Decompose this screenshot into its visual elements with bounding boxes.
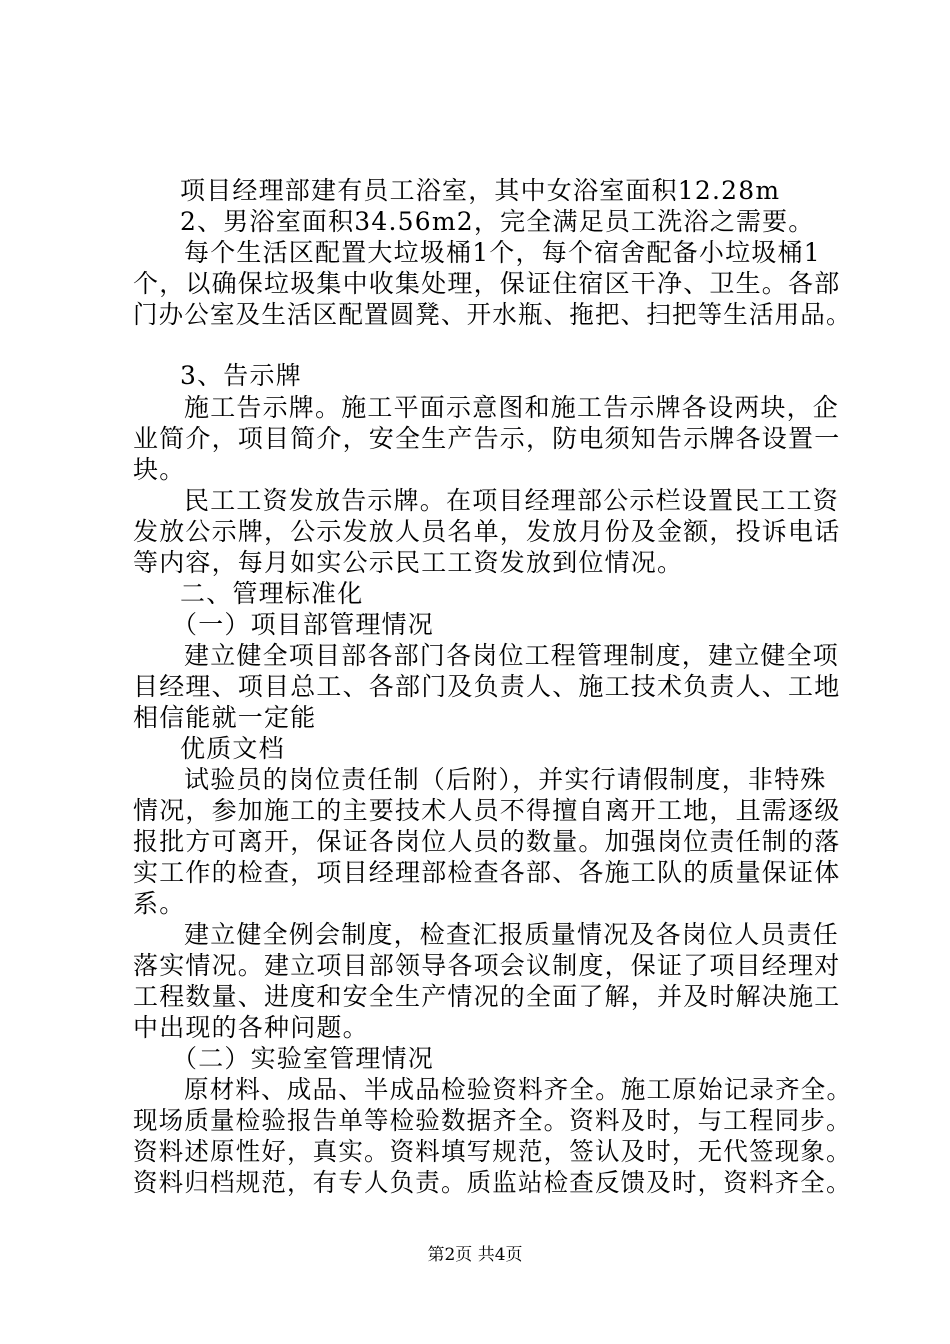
- paragraph-line: 中出现的各种问题。: [133, 1013, 369, 1042]
- paragraph-line: 目经理、项目总工、各部门及负责人、施工技术负责人、工地: [133, 672, 841, 701]
- paragraph-line: 现场质量检验报告单等检验数据齐全。资料及时，与工程同步。: [133, 1106, 852, 1135]
- section-heading: （一）项目部管理情况: [172, 610, 435, 639]
- paragraph-line: 实工作的检查，项目经理部检查各部、各施工队的质量保证体: [133, 858, 841, 887]
- paragraph-line: 施工告示牌。施工平面示意图和施工告示牌各设两块，企: [184, 393, 840, 422]
- paragraph-line: 每个生活区配置大垃圾桶1个，每个宿舍配备小垃圾桶1: [184, 238, 821, 267]
- section-heading: （二）实验室管理情况: [172, 1044, 435, 1073]
- paragraph-line: 个，以确保垃圾集中收集处理，保证住宿区干净、卫生。各部: [133, 269, 841, 298]
- section-heading: 二、管理标准化: [180, 579, 364, 608]
- page-footer: 第2页 共4页: [427, 1245, 523, 1265]
- paragraph-line: 项目经理部建有员工浴室，其中女浴室面积12.28m: [180, 176, 781, 205]
- paragraph-line: 情况，参加施工的主要技术人员不得擅自离开工地，且需逐级: [133, 796, 841, 825]
- paragraph-line: 相信能就一定能: [133, 703, 317, 732]
- paragraph-line: 试验员的岗位责任制（后附），并实行请假制度，非特殊: [184, 765, 827, 794]
- paragraph-line: 报批方可离开，保证各岗位人员的数量。加强岗位责任制的落: [133, 827, 841, 856]
- paragraph-line: 建立健全例会制度，检查汇报质量情况及各岗位人员责任: [184, 920, 840, 949]
- paragraph-line: 民工工资发放告示牌。在项目经理部公示栏设置民工工资: [184, 486, 840, 515]
- paragraph-line: 2、男浴室面积34.56m2，完全满足员工洗浴之需要。: [180, 207, 815, 236]
- paragraph-line: 块。: [133, 455, 186, 484]
- paragraph-line: 优质文档: [180, 734, 285, 763]
- paragraph-line: 建立健全项目部各部门各岗位工程管理制度，建立健全项: [184, 641, 840, 670]
- paragraph-line: 原材料、成品、半成品检验资料齐全。施工原始记录齐全。: [184, 1075, 853, 1104]
- paragraph-line: 落实情况。建立项目部领导各项会议制度，保证了项目经理对: [133, 951, 841, 980]
- paragraph-line: 系。: [133, 889, 186, 918]
- paragraph-line: 资料述原性好，真实。资料填写规范，签认及时，无代签现象。: [133, 1137, 852, 1166]
- paragraph-line: 等内容，每月如实公示民工工资发放到位情况。: [133, 548, 684, 577]
- paragraph-line: 工程数量、进度和安全生产情况的全面了解，并及时解决施工: [133, 982, 841, 1011]
- section-heading: 3、告示牌: [180, 361, 302, 390]
- paragraph-line: 门办公室及生活区配置圆凳、开水瓶、拖把、扫把等生活用品。: [133, 300, 852, 329]
- paragraph-line: 业简介，项目简介，安全生产告示，防电须知告示牌各设置一: [133, 424, 841, 453]
- paragraph-line: 发放公示牌，公示发放人员名单，发放月份及金额，投诉电话: [133, 517, 841, 546]
- paragraph-line: 资料归档规范，有专人负责。质监站检查反馈及时，资料齐全。: [133, 1168, 852, 1197]
